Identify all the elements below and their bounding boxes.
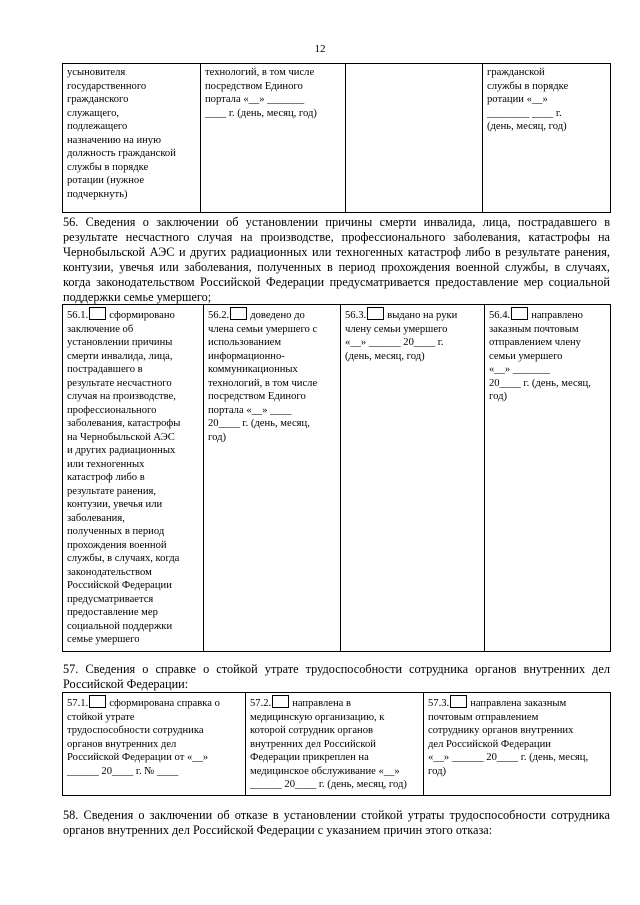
item-number-56-3: 56.3. [345,310,367,321]
cell-57-2 [246,693,424,796]
checkbox-57-3[interactable] [450,695,467,708]
page-number: 12 [314,43,326,55]
checkbox-56-2[interactable] [230,307,247,320]
checkbox-56-1[interactable] [89,307,106,320]
item-text-56-4: направлено заказным почтовым отправлением члену семьи умершего «__» _______ 20____ г. (день, месяц, год) [489,310,591,402]
item-number-56-1: 56.1. [67,310,89,321]
item-number-57-1: 57.1. [67,698,89,709]
section-56-table [62,304,611,652]
cell-56-3 [341,305,485,652]
item-text-56-2: доведено до члена семьи умершего с использованием информационно- коммуникационных технологий, в том числе посредством Единого портала «__» ____ 20____ г. (день, месяц, год) [208,310,318,443]
section-56-heading: 56. Сведения о заключении об установлении причины смерти инвалида, лица, пострадавшего в результате несчастного случая на производстве, профессионального заболевания, катастрофы на Чернобыльской АЭС и других радиационных или техногенных катастроф либо в результате ранения, контузии, увечья или заболевания, полученных в период прохождения военной службы, в случаях, когда законодательством Российской Федерации предусматривается предоставление мер социальной поддержки семье умершего; [63,215,610,304]
cell-56-2 [204,305,341,652]
cell-57-1 [63,693,246,796]
item-number-56-2: 56.2. [208,310,230,321]
checkbox-56-3[interactable] [367,307,384,320]
item-number-56-4: 56.4. [489,310,511,321]
item-text-56-1: сформировано заключение об установлении причины смерти инвалида, лица, пострадавшего в результате несчастного случая на производстве, профессионального заболевания, катастрофы на Чернобыльской АЭС и других радиационных или техногенных катастроф либо в результате ранения, контузии, увечья или заболевания, полученных в период прохождения военной службы, в случаях, когда законодательством Российской Федерации предусматривается предоставление мер социальной поддержки семье умершего [67,310,181,645]
top-table-cell-3 [346,64,483,213]
item-text-57-3: направлена заказным почтовым отправлением сотруднику органов внутренних дел Российской Федерации «__» ______ 20____ г. (день, месяц, год) [428,698,589,777]
top-table-cell-4: гражданской службы в порядке ротации «__» ________ ____ г. (день, месяц, год) [483,64,611,213]
checkbox-57-2[interactable] [272,695,289,708]
item-number-57-3: 57.3. [428,698,450,709]
cell-56-4 [485,305,611,652]
top-table-cell-1: усыновителя государственного гражданского служащего, подлежащего назначению на иную должность гражданской службы в порядке ротации (нужное подчеркнуть) [63,64,201,213]
cell-56-1 [63,305,204,652]
item-text-56-3: выдано на руки члену семьи умершего «__» ______ 20____ г. (день, месяц, год) [345,310,458,362]
top-table-cell-2: технологий, в том числе посредством Единого портала «__» _______ ____ г. (день, месяц, год) [201,64,346,213]
checkbox-56-4[interactable] [511,307,528,320]
item-number-57-2: 57.2. [250,698,272,709]
section-57-table [62,692,611,796]
section-58-heading: 58. Сведения о заключении об отказе в установлении стойкой утраты трудоспособности сотрудника органов внутренних дел Российской Федерации с указанием причин этого отказа: [63,808,610,837]
top-table [62,63,611,213]
checkbox-57-1[interactable] [89,695,106,708]
item-text-57-1: сформирована справка о стойкой утрате трудоспособности сотрудника органов внутренних дел Российской Федерации от «__» ______ 20____ г. № ____ [67,698,220,777]
cell-57-3 [424,693,611,796]
section-57-heading: 57. Сведения о справке о стойкой утрате трудоспособности сотрудника органов внутренних дел Российской Федерации: [63,662,610,691]
item-text-57-2: направлена в медицинскую организацию, к которой сотрудник органов внутренних дел Российской Федерации прикреплен на медицинское обслуживание «__» ______ 20____ г. (день, месяц, год) [250,698,407,790]
